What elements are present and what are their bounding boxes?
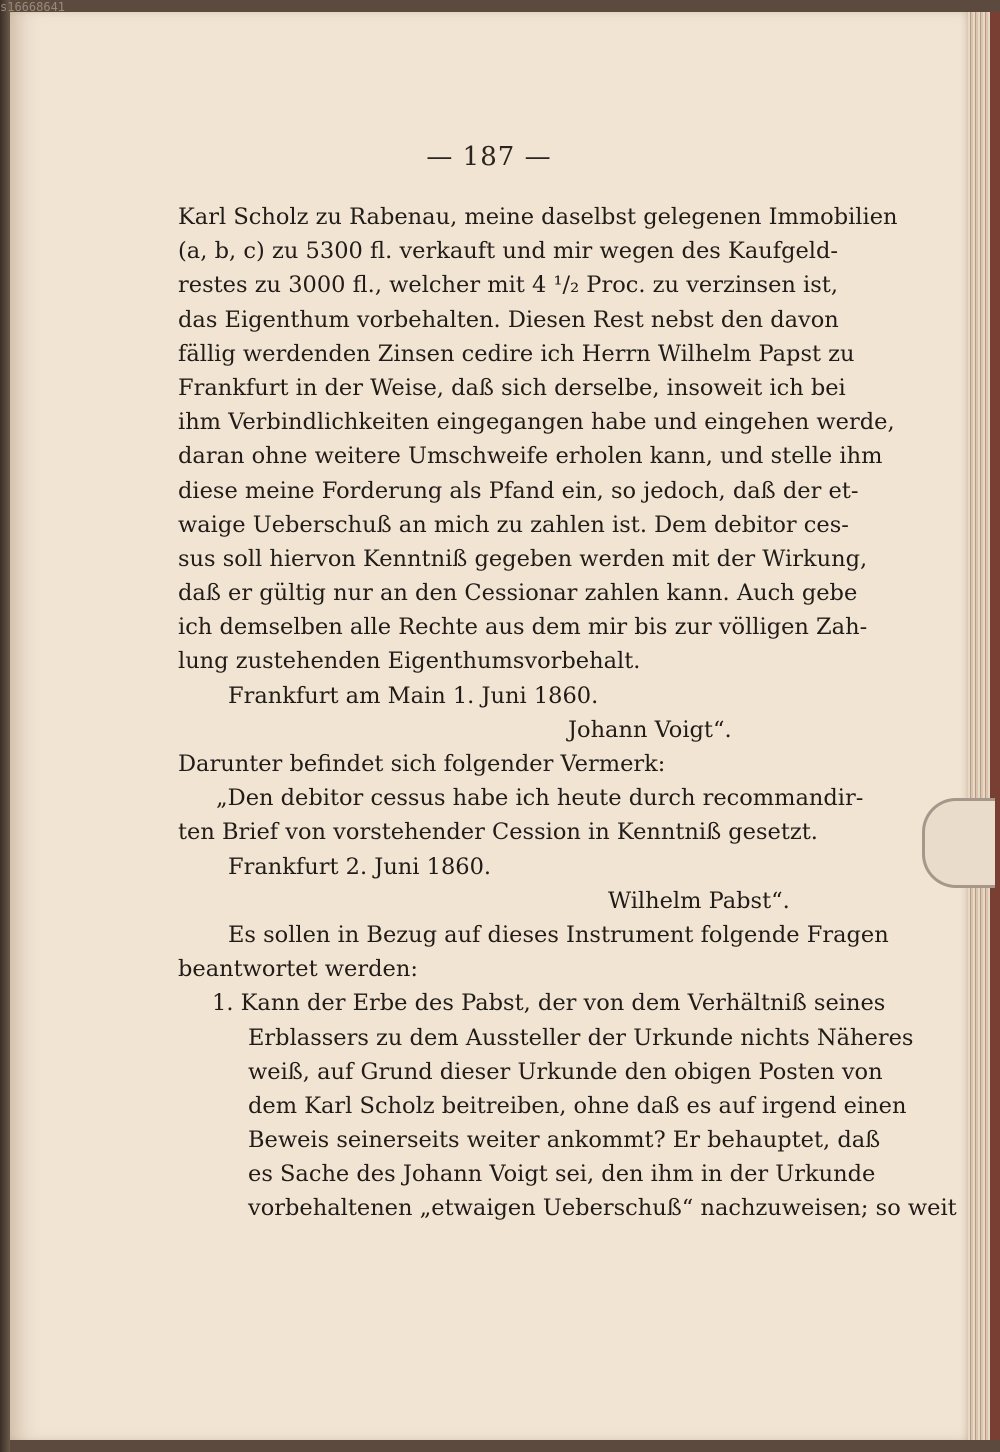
text-line: lung zustehenden Eigenthumsvorbehalt. [178,648,641,675]
text-line: vorbehaltenen „etwaigen Ueberschuß“ nachzuweisen; so weit [248,1195,957,1222]
text-line: ich demselben alle Rechte aus dem mir bis zur völligen Zah- [178,614,868,641]
text-line: daß er gültig nur an den Cessionar zahlen kann. Auch gebe [178,580,858,607]
text-line: weiß, auf Grund dieser Urkunde den obigen Posten von [248,1058,883,1085]
text-line: es Sache des Johann Voigt sei, den ihm in der Urkunde [248,1161,876,1188]
text-line: dem Karl Scholz beitreiben, ohne daß es auf irgend einen [248,1092,907,1119]
corner-mark: s16668641 [0,0,66,14]
page [10,12,968,1440]
text-line: Frankfurt in der Weise, daß sich derselbe, insoweit ich bei [178,374,846,401]
text-line: ten Brief von vorstehender Cession in Kenntniß gesetzt. [178,819,818,846]
signature-line: Johann Voigt“. [568,716,732,743]
page-clip [922,798,995,888]
text-line: diese meine Forderung als Pfand ein, so jedoch, daß der et- [178,477,859,504]
text-line: Es sollen in Bezug auf dieses Instrument folgende Fragen [228,921,889,948]
text-line: waige Ueberschuß an mich zu zahlen ist. Dem debitor ces- [178,511,849,538]
signature-line: Wilhelm Pabst“. [608,887,790,914]
body-text [178,200,957,1226]
text-line: Beweis seinerseits weiter ankommt? Er behauptet, daß [248,1127,881,1154]
page-edges [968,12,1000,1440]
text-line: Darunter befindet sich folgender Vermerk: [178,751,666,777]
text-line: sus soll hiervon Kenntniß gegeben werden mit der Wirkung, [178,545,868,572]
text-line: ihm Verbindlichkeiten eingegangen habe und eingehen werde, [178,409,895,436]
page-number: — 187 — [426,142,552,172]
text-line: das Eigenthum vorbehalten. Diesen Rest nebst den davon [178,306,839,333]
text-line: restes zu 3000 fl., welcher mit 4 ¹/₂ Proc. zu verzinsen ist, [178,272,838,299]
date-line: Frankfurt am Main 1. Juni 1860. [228,682,599,709]
text-line: beantwortet werden: [178,956,418,983]
text-line: daran ohne weitere Umschweife erholen kann, und stelle ihm [178,443,883,470]
text-line: (a, b, c) zu 5300 fl. verkauft und mir wegen des Kaufgeld- [178,238,838,265]
text-line: „Den debitor cessus habe ich heute durch recommandir- [216,785,864,812]
list-item: 1. Kann der Erbe des Pabst, der von dem Verhältniß seines [212,990,886,1017]
text-line: Erblassers zu dem Aussteller der Urkunde nichts Näheres [248,1024,914,1051]
text-line: fällig werdenden Zinsen cedire ich Herrn Wilhelm Papst zu [178,340,855,367]
book-spine [0,0,10,1452]
text-line: Karl Scholz zu Rabenau, meine daselbst gelegenen Immobilien [178,204,898,230]
date-line: Frankfurt 2. Juni 1860. [228,853,492,880]
